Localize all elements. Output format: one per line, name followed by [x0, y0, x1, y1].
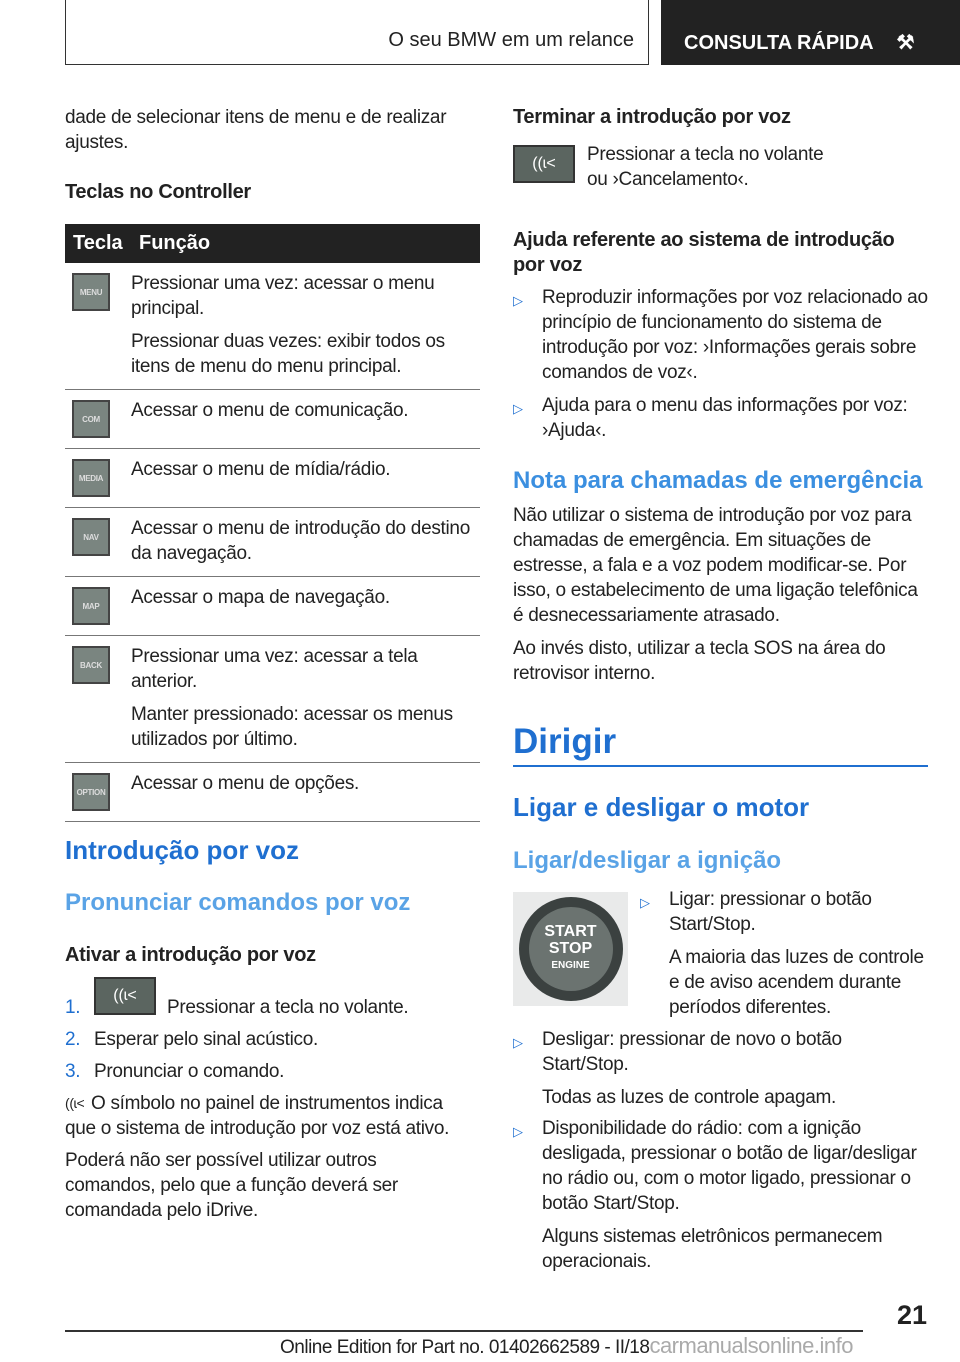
step-2	[65, 1027, 318, 1052]
help-heading: Ajuda referente ao sistema de introdução por voz	[513, 229, 895, 276]
media-key-icon: MEDIA	[72, 459, 110, 497]
radio-text: Disponibilidade do rádio: com a ignição desligada, pressionar o botão de ligar/desligar no rádio ou, com o motor ligado, pressionar o botão Start/Stop.	[542, 1118, 917, 1214]
function-cell	[131, 577, 480, 636]
ignition-off-text: Desligar: pressionar de novo o botão Start/Stop.	[542, 1029, 842, 1075]
key-cell	[65, 390, 131, 449]
engine-label: ENGINE	[551, 960, 590, 971]
table-row	[65, 763, 480, 822]
symbol-note-text: O símbolo no painel de instrumentos indica que o sistema de introdução por voz está ativo.	[65, 1093, 450, 1139]
step-text: Pressionar a tecla no volante.	[167, 997, 409, 1018]
table-row	[65, 449, 480, 508]
heading-rule	[513, 765, 928, 767]
start-label: START	[544, 923, 597, 940]
chapter-title: CONSULTA RÁPIDA	[684, 32, 873, 54]
voice-key-icon: ((ɩ<	[513, 145, 575, 183]
function-text: Pressionar uma vez: acessar a tela anterior.	[131, 646, 418, 692]
key-cell	[65, 449, 131, 508]
controller-heading: Teclas no Controller	[65, 181, 251, 203]
footer-edition	[280, 1333, 853, 1359]
watermark[interactable]: carmanualsonline.info	[649, 1333, 853, 1358]
triangle-bullet-icon: ▷	[513, 401, 523, 416]
function-text: Pressionar duas vezes: exibir todos os itens de menu do menu principal.	[131, 331, 445, 377]
header-section-title: O seu BMW em um relance	[388, 29, 634, 51]
ignition-off-note: Todas as luzes de controle apagam.	[542, 1087, 836, 1108]
drive-heading: Dirigir	[513, 722, 617, 761]
page-number: 21	[897, 1300, 928, 1330]
function-cell	[131, 636, 480, 763]
nav-key-icon: NAV	[72, 518, 110, 556]
step-3	[65, 1059, 285, 1084]
end-heading: Terminar a introdução por voz	[513, 106, 791, 128]
step-text: Pronunciar o comando.	[94, 1061, 285, 1082]
activate-heading: Ativar a introdução por voz	[65, 944, 316, 966]
function-text: Acessar o menu de opções.	[131, 773, 360, 794]
function-text: Acessar o menu de mídia/rádio.	[131, 459, 391, 480]
triangle-bullet-icon: ▷	[640, 895, 650, 910]
controller-keys-table	[65, 224, 480, 822]
ignition-on-note: A maioria das luzes de controle e de aviso acendem durante períodos diferentes.	[669, 947, 924, 1018]
step-1	[65, 995, 80, 1020]
function-cell	[131, 763, 480, 822]
function-cell	[131, 390, 480, 449]
option-key-icon: OPTION	[72, 773, 110, 811]
help-item-text: Ajuda para o menu das informações por voz: ›Ajuda‹.	[542, 395, 908, 441]
ignition-off-item	[513, 1027, 913, 1110]
wrench-icon: ⚒	[896, 32, 915, 54]
function-text: Manter pressionado: acessar os menus utilizados por último.	[131, 704, 453, 750]
voice-key-icon: ((ɩ<	[94, 977, 156, 1015]
table-row	[65, 390, 480, 449]
table-row	[65, 577, 480, 636]
map-key-icon: MAP	[72, 587, 110, 625]
ignition-on-text: Ligar: pressionar o botão Start/Stop.	[669, 889, 872, 935]
intro-text: dade de selecionar itens de menu e de realizar ajustes.	[65, 107, 447, 153]
table-row	[65, 508, 480, 577]
emergency-sos-text: Ao invés disto, utilizar a tecla SOS na área do retrovisor interno.	[513, 638, 886, 684]
emergency-heading: Nota para chamadas de emergência	[513, 467, 923, 494]
voice-heading: Introdução por voz	[65, 835, 299, 865]
edition-text: Online Edition for Part no. 01402662589 - II/18	[280, 1337, 650, 1358]
end-text: Pressionar a tecla no volante ou ›Cancelamento‹.	[587, 144, 824, 190]
function-cell	[131, 508, 480, 577]
key-cell	[65, 508, 131, 577]
header-section-box	[65, 0, 649, 65]
ignition-on-item	[640, 887, 932, 1020]
key-cell	[65, 577, 131, 636]
step-text: Esperar pelo sinal acústico.	[94, 1029, 318, 1050]
symbol-note	[65, 1091, 475, 1141]
function-cell	[131, 263, 480, 390]
menu-key-icon: MENU	[72, 273, 110, 311]
table-row	[65, 263, 480, 390]
step-number: 3.	[65, 1061, 81, 1082]
triangle-bullet-icon: ▷	[513, 1124, 523, 1139]
help-item-text: Reproduzir informações por voz relacionado ao princípio de funcionamento do sistema de introdução por voz: ›Informações gerais sobre comandos de voz‹.	[542, 287, 928, 383]
radio-note: Alguns sistemas eletrônicos permanecem operacionais.	[542, 1226, 883, 1272]
help-item	[513, 285, 933, 385]
back-key-icon: BACK	[72, 646, 110, 684]
col-key: Tecla	[65, 224, 131, 263]
step-number: 2.	[65, 1029, 81, 1050]
emergency-text: Não utilizar o sistema de introdução por voz para chamadas de emergência. Em situações de estresse, a fala e a voz podem modificar-se. Por isso, o estabelecimento de uma ligação telefônica é desnecessariamente atrasado.	[513, 505, 918, 626]
col-function: Função	[131, 224, 480, 263]
ignition-heading: Ligar/desligar a ignição	[513, 847, 782, 874]
step-number: 1.	[65, 997, 81, 1018]
function-text: Acessar o menu de introdução do destino da navegação.	[131, 518, 470, 564]
help-item	[513, 393, 933, 443]
key-cell	[65, 763, 131, 822]
radio-item	[513, 1116, 933, 1274]
start-stop-button-image	[513, 892, 628, 1006]
key-cell	[65, 636, 131, 763]
pronounce-heading: Pronunciar comandos por voz	[65, 889, 411, 916]
idrive-note: Poderá não ser possível utilizar outros comandos, pelo que a função deverá ser comandada pelo iDrive.	[65, 1150, 398, 1221]
function-text: Acessar o menu de comunicação.	[131, 400, 409, 421]
key-cell	[65, 263, 131, 390]
function-text: Pressionar uma vez: acessar o menu principal.	[131, 273, 435, 319]
function-text: Acessar o mapa de navegação.	[131, 587, 390, 608]
engine-heading: Ligar e desligar o motor	[513, 792, 810, 822]
triangle-bullet-icon: ▷	[513, 1035, 523, 1050]
triangle-bullet-icon: ▷	[513, 293, 523, 308]
voice-symbol-icon: ((ɩ<	[65, 1095, 85, 1111]
stop-label: STOP	[548, 940, 593, 957]
footer-rule	[65, 1330, 863, 1332]
function-cell	[131, 449, 480, 508]
com-key-icon: COM	[72, 400, 110, 438]
table-row	[65, 636, 480, 763]
header-chapter	[661, 0, 960, 65]
